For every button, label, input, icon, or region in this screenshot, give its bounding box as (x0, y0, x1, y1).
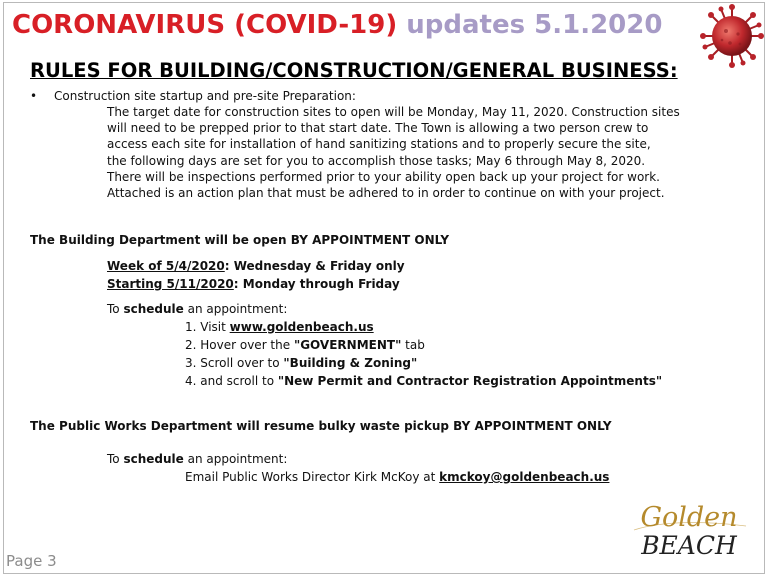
pw-schedule-word: schedule (123, 452, 184, 466)
pw-email-line (185, 469, 609, 485)
pw-schedule-post: an appointment: (183, 452, 288, 466)
website-link[interactable]: www.goldenbeach.us (229, 320, 374, 334)
paragraph-line: the following days are set for you to accomplish those tasks; May 6 through May 8, 2020. (107, 153, 646, 168)
building-zoning-ref: "Building & Zoning" (283, 356, 418, 370)
construction-paragraph (107, 104, 737, 201)
bullet-marker: • (30, 89, 38, 103)
schedule-post: an appointment: (183, 302, 288, 316)
rules-heading: RULES FOR BUILDING/CONSTRUCTION/GENERAL BUSINESS: (30, 59, 678, 82)
logo-line-2: BEACH (641, 531, 737, 560)
email-link[interactable]: kmckoy@goldenbeach.us (439, 470, 610, 484)
golden-beach-logo (628, 500, 750, 560)
week-text: : Wednesday & Friday only (224, 259, 405, 273)
week-label: Week of 5/4/2020 (107, 259, 225, 273)
schedule-word: schedule (123, 302, 184, 316)
coronavirus-icon (700, 4, 764, 68)
start-text: : Monday through Friday (233, 277, 400, 291)
pw-schedule-line (107, 451, 287, 467)
pw-schedule-pre: To (107, 452, 124, 466)
schedule-pre: To (107, 302, 124, 316)
schedule-line (107, 301, 287, 317)
title-date: updates 5.1.2020 (406, 10, 663, 40)
step-3 (185, 355, 417, 371)
title-main: CORONAVIRUS (COVID-19) (12, 10, 398, 40)
paragraph-line: There will be inspections performed prior to your ability open back up your project for work. (107, 169, 660, 184)
pw-email-text: Email Public Works Director Kirk McKoy at (185, 470, 440, 484)
step-2-text: 2. Hover over the (185, 338, 294, 352)
permit-appointments-ref: "New Permit and Contractor Registration Appointments" (277, 374, 663, 388)
paragraph-line: access each site for installation of hand sanitizing stations and to properly secure the site, (107, 137, 651, 152)
step-2-suffix: tab (401, 338, 425, 352)
building-dept-heading: The Building Department will be open BY APPOINTMENT ONLY (30, 233, 450, 247)
bullet-item (30, 88, 356, 104)
step-1 (185, 319, 374, 335)
bullet-text: Construction site startup and pre-site Preparation: (54, 89, 356, 103)
step-4 (185, 373, 662, 389)
step-3-text: 3. Scroll over to (185, 356, 284, 370)
step-2 (185, 337, 425, 353)
step-4-text: 4. and scroll to (185, 374, 278, 388)
week-line (107, 258, 405, 274)
paragraph-line: will need to be prepped prior to that start date. The Town is allowing a two person crew to (107, 121, 649, 136)
logo-line-1: Golden (640, 502, 738, 533)
government-tab-ref: "GOVERNMENT" (293, 338, 402, 352)
page-title (12, 8, 662, 42)
step-1-text: 1. Visit (185, 320, 230, 334)
paragraph-line: The target date for construction sites to open will be Monday, May 11, 2020. Construction sites (107, 105, 680, 119)
public-works-heading: The Public Works Department will resume bulky waste pickup BY APPOINTMENT ONLY (30, 419, 612, 433)
paragraph-line: Attached is an action plan that must be adhered to in order to continue on with your project. (107, 186, 665, 201)
start-label: Starting 5/11/2020 (107, 277, 234, 291)
starting-line (107, 276, 400, 292)
page-number: Page 3 (6, 552, 57, 570)
